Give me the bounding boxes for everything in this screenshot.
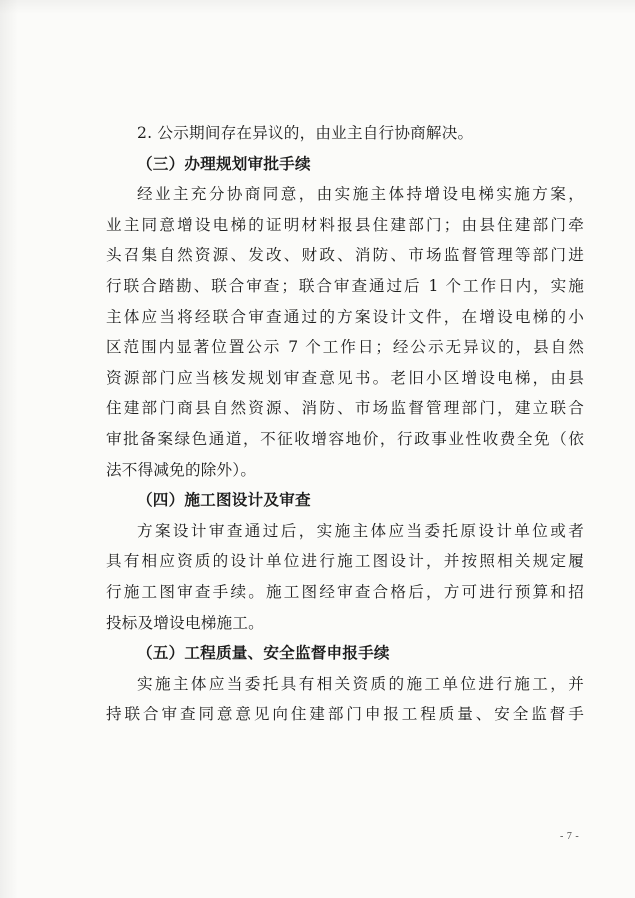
paragraph-construction-drawing — [106, 516, 584, 638]
paragraph-line: 住建部门商县自然资源、消防、市场监督管理部门，建立联合 — [106, 399, 584, 418]
page-number: - 7 - — [560, 831, 580, 842]
scan-shadow-top — [0, 0, 635, 14]
paragraph-line: 法不得减免的除外）。 — [106, 460, 257, 479]
paragraph-line: 业主同意增设电梯的证明材料报县住建部门；由县住建部门牵 — [106, 215, 584, 234]
paragraph-line: 投标及增设电梯施工。 — [106, 613, 264, 632]
paragraph-line: 经业主充分协商同意，由实施主体持增设电梯实施方案， — [137, 185, 584, 204]
paragraph-line: 资源部门应当核发规划审查意见书。老旧小区增设电梯，由县 — [106, 368, 584, 387]
scan-shadow-left — [0, 0, 18, 898]
section-heading-construction-drawing: （四）施工图设计及审查 — [137, 490, 311, 510]
paragraph-line: 区范围内显著位置公示 7 个工作日；经公示无异议的，县自然 — [106, 338, 584, 357]
paragraph-line: 头召集自然资源、发改、财政、消防、市场监督管理等部门进 — [106, 246, 584, 265]
paragraph-line: 行施工图审查手续。施工图经审查合格后，方可进行预算和招 — [106, 582, 584, 601]
paragraph-line: 行联合踏勘、联合审查；联合审查通过后 1 个工作日内，实施 — [106, 276, 584, 295]
paragraph-line: 具有相应资质的设计单位进行施工图设计，并按照相关规定履 — [106, 552, 584, 571]
section-heading-planning-approval: （三）办理规划审批手续 — [137, 153, 311, 173]
paragraph-line: 方案设计审查通过后，实施主体应当委托原设计单位或者 — [137, 521, 584, 540]
paragraph-line: 持联合审查同意意见向住建部门申报工程质量、安全监督手 — [106, 705, 584, 724]
paragraph-line: 审批备案绿色通道，不征收增容地价，行政事业性收费全免（依 — [106, 429, 584, 448]
page-body — [106, 118, 584, 730]
paragraph-line: 主体应当将经联合审查通过的方案设计文件，在增设电梯的小 — [106, 307, 584, 326]
paragraph-planning-approval — [106, 179, 584, 485]
paragraph-line: 实施主体应当委托具有相关资质的施工单位进行施工，并 — [137, 674, 584, 693]
paragraph-objection-resolution: 2. 公示期间存在异议的，由业主自行协商解决。 — [137, 124, 474, 142]
section-heading-quality-safety: （五）工程质量、安全监督申报手续 — [137, 643, 390, 663]
paragraph-quality-safety — [106, 669, 584, 730]
